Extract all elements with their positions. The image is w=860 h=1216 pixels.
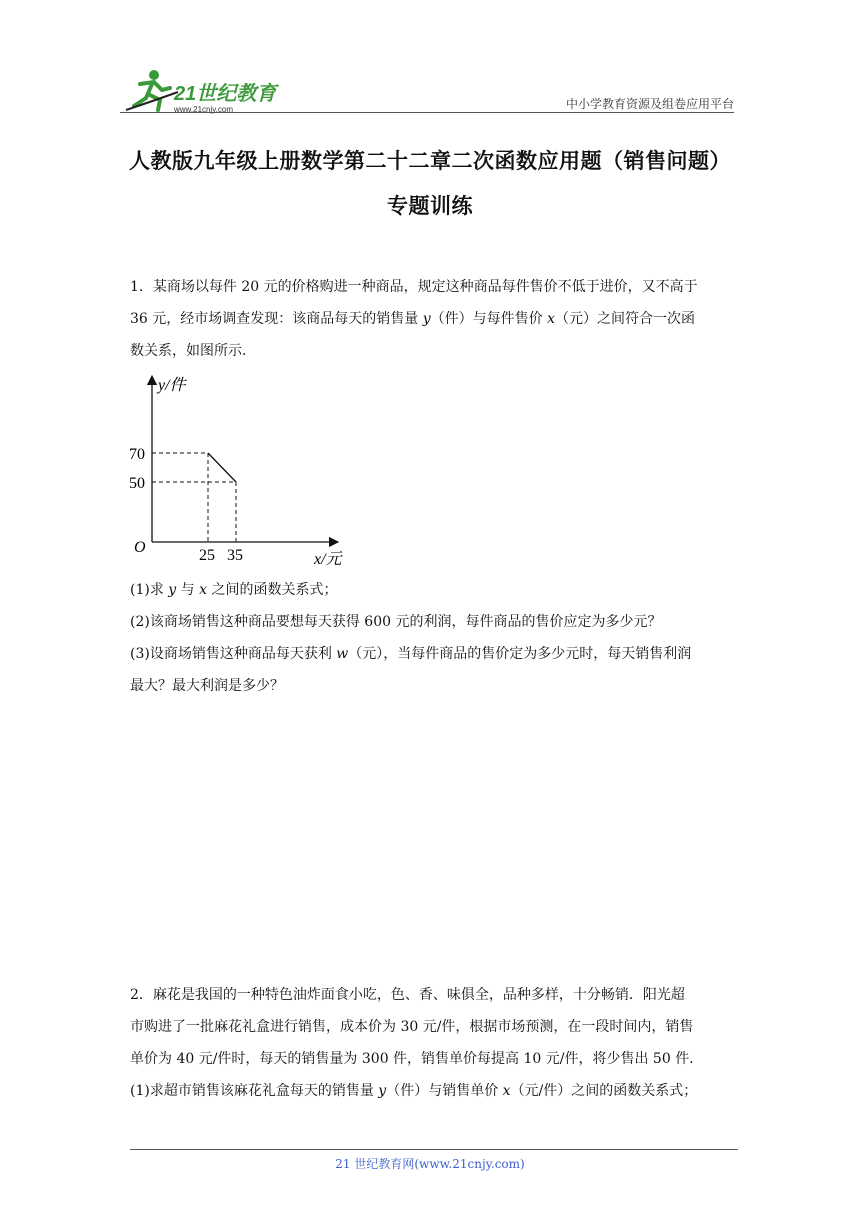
y-tick-70: 70 [129, 446, 145, 463]
q2-line-2: 市购进了一批麻花礼盒进行销售，成本价为 30 元/件，根据市场预测，在一段时间内，销售 [130, 1019, 694, 1035]
y-axis-label: y/件 [158, 377, 186, 394]
function-segment [208, 453, 236, 482]
footer-divider [130, 1149, 738, 1150]
function-graph [128, 372, 352, 572]
question-1 [130, 271, 730, 367]
q1-subquestion-3-cont: 最大？最大利润是多少？ [130, 678, 284, 694]
q1-line-2: 36 元，经市场调查发现：该商品每天的销售量 y（件）与每件售价 x（元）之间符合一次函 [130, 311, 695, 327]
q1-subquestion-2: (2)该商场销售这种商品要想每天获得 600 元的利润，每件商品的售价应定为多少元？ [130, 614, 662, 630]
page-title: 人教版九年级上册数学第二十二章二次函数应用题（销售问题） [129, 148, 731, 173]
q1-line-3: 数关系，如图所示． [130, 343, 256, 359]
footer-link[interactable]: 21 世纪教育网(www.21cnjy.com) [335, 1157, 525, 1171]
site-logo [120, 66, 296, 118]
page-subtitle: 专题训练 [387, 193, 473, 218]
x-axis-label: x/元 [314, 551, 342, 568]
q1-subquestion-1: (1)求 y 与 x 之间的函数关系式； [130, 582, 338, 598]
origin-label: O [134, 539, 146, 556]
q1-subquestion-3: (3)设商场销售这种商品每天获利 w（元），当每件商品的售价定为多少元时，每天销售利润 [130, 646, 692, 662]
question-2 [130, 979, 730, 1107]
question-1-subparts [130, 574, 730, 702]
runner-icon [126, 70, 178, 110]
platform-name: 中小学教育资源及组卷应用平台 [565, 97, 734, 111]
header-divider [120, 112, 734, 113]
logo-text: 21世纪教育 [174, 83, 277, 105]
q2-line-1: 2．麻花是我国的一种特色油炸面食小吃，色、香、味俱全，品种多样，十分畅销．阳光超 [130, 987, 685, 1003]
logo-subtext: www.21cnjy.com [174, 105, 233, 114]
q2-subquestion-1: (1)求超市销售该麻花礼盒每天的销售量 y（件）与销售单价 x（元/件）之间的函数关系式； [130, 1083, 698, 1099]
x-tick-35: 35 [227, 547, 243, 564]
x-tick-25: 25 [199, 547, 215, 564]
q1-line-1: 1．某商场以每件 20 元的价格购进一种商品，规定这种商品每件售价不低于进价，又不高于 [130, 279, 698, 295]
y-tick-50: 50 [129, 475, 145, 492]
q2-line-3: 单价为 40 元/件时，每天的销售量为 300 件，销售单价每提高 10 元/件，将少售出 50 件． [130, 1051, 704, 1067]
